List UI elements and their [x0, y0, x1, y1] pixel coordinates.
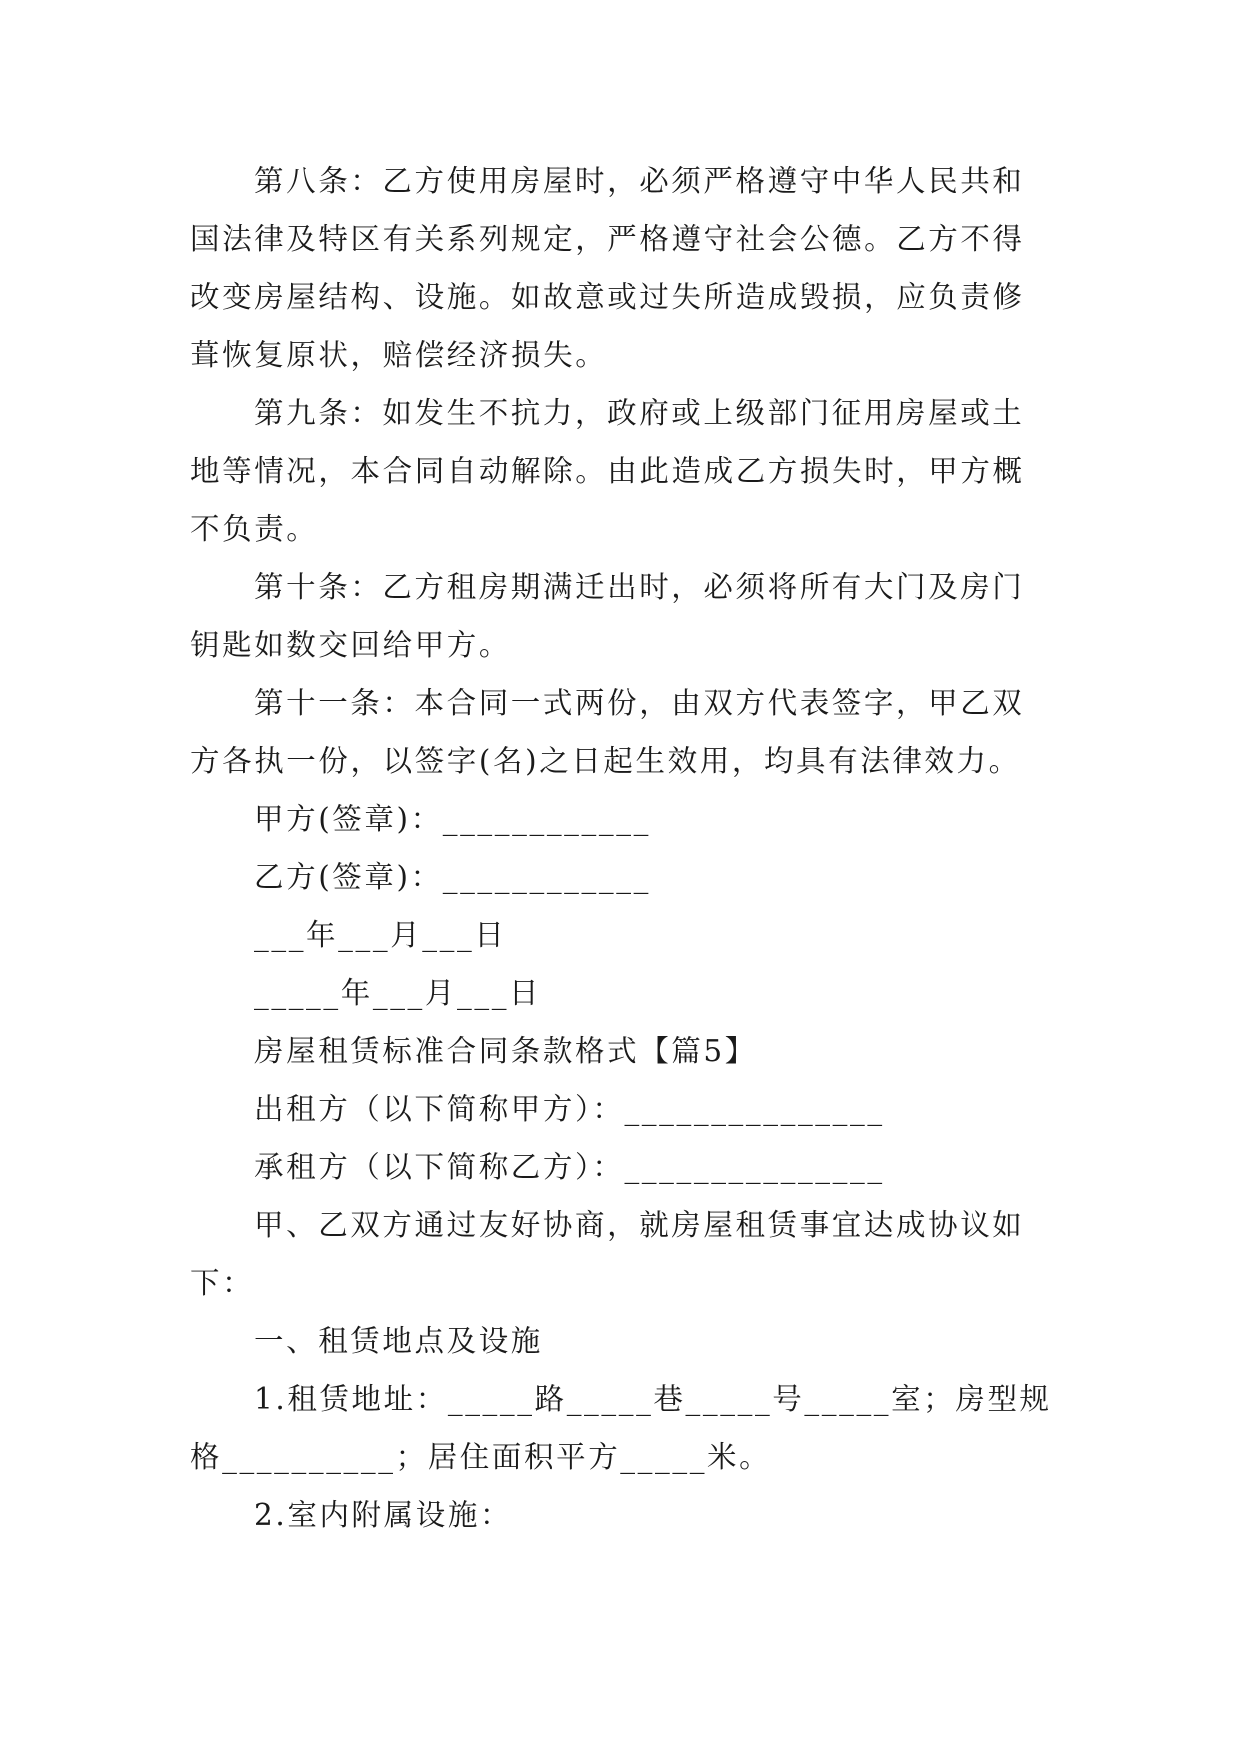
text-line: 改变房屋结构、设施。如故意或过失所造成毁损，应负责修 — [190, 280, 1025, 314]
signature-line-party-a: 甲方(签章)：____________ — [254, 802, 651, 836]
text-line: 第八条：乙方使用房屋时，必须严格遵守中华人民共和 — [254, 164, 1025, 198]
text-line: 第九条：如发生不抗力，政府或上级部门征用房屋或土 — [254, 396, 1025, 430]
text-line: 2.室内附属设施： — [254, 1498, 513, 1532]
date-line: _____年___月___日 — [254, 976, 542, 1010]
document-body — [190, 152, 1050, 1544]
text-line: 地等情况，本合同自动解除。由此造成乙方损失时，甲方概 — [190, 454, 1025, 488]
text-line: 葺恢复原状，赔偿经济损失。 — [190, 338, 608, 372]
text-line: 下： — [190, 1266, 255, 1300]
text-line: 甲、乙双方通过友好协商，就房屋租赁事宜达成协议如 — [254, 1208, 1025, 1242]
text-line: 国法律及特区有关系列规定，严格遵守社会公德。乙方不得 — [190, 222, 1025, 256]
subsection-heading: 一、租赁地点及设施 — [254, 1324, 543, 1358]
text-line: 方各执一份，以签字(名)之日起生效用，均具有法律效力。 — [190, 744, 1021, 778]
text-line: 不负责。 — [190, 512, 319, 546]
lessor-line: 出租方（以下简称甲方）：_______________ — [254, 1092, 885, 1126]
text-line: 钥匙如数交回给甲方。 — [190, 628, 512, 662]
text-line: 第十条：乙方租房期满迁出时，必须将所有大门及房门 — [254, 570, 1025, 604]
lessee-line: 承租方（以下简称乙方）：_______________ — [254, 1150, 885, 1184]
section-heading: 房屋租赁标准合同条款格式【篇5】 — [254, 1034, 757, 1068]
text-line: 1.租赁地址：_____路_____巷_____号_____室；房型规 — [254, 1382, 1052, 1416]
text-line: 第十一条：本合同一式两份，由双方代表签字，甲乙双 — [254, 686, 1025, 720]
date-line: ___年___月___日 — [254, 918, 507, 952]
signature-line-party-b: 乙方(签章)：____________ — [254, 860, 651, 894]
text-line: 格__________；居住面积平方_____米。 — [190, 1440, 772, 1474]
